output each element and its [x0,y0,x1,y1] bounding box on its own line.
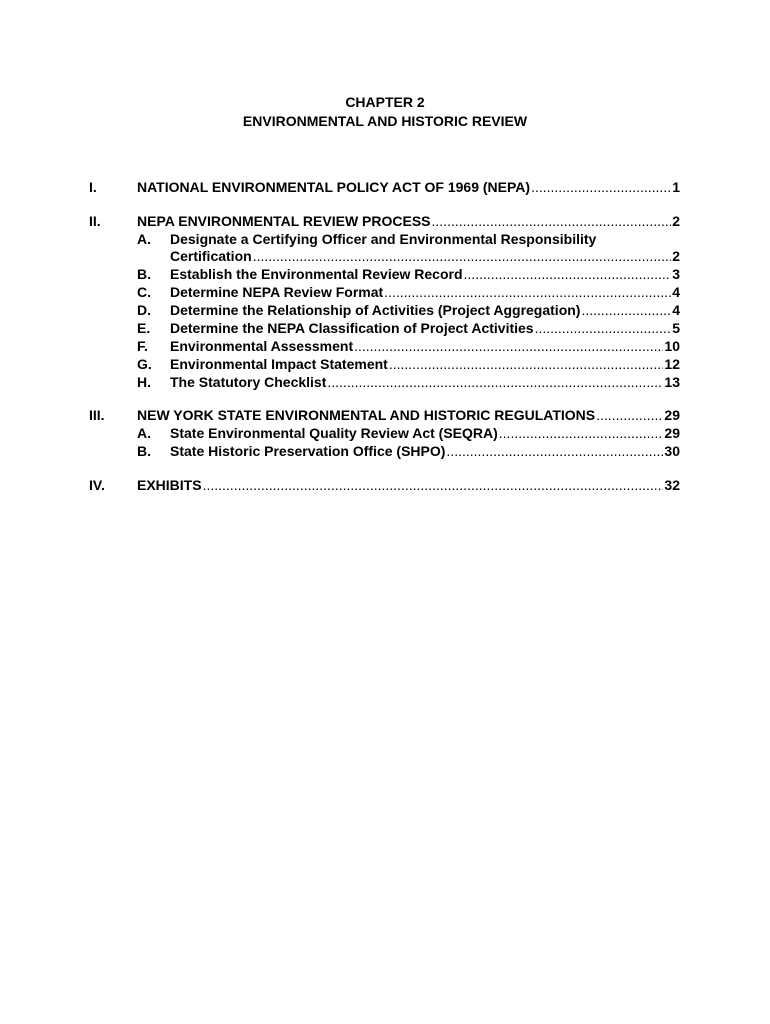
page-number: 1 [672,179,680,195]
item-letter: A. [137,425,151,441]
chapter-title: ENVIRONMENTAL AND HISTORIC REVIEW [242,113,528,129]
section-number: III. [89,407,105,423]
item-title: State Environmental Quality Review Act (SEQRA) [170,425,498,441]
item-title: Environmental Impact Statement [170,356,388,372]
toc-item-3b[interactable] [0,442,770,460]
dot-leader [354,337,663,355]
dot-leader [499,424,664,442]
item-letter: E. [137,320,151,336]
toc-section-1[interactable] [0,178,770,196]
item-title: Certification [170,248,252,264]
section-title: NATIONAL ENVIRONMENTAL POLICY ACT OF 1969 (NEPA) [137,179,531,195]
page-number: 30 [664,443,680,459]
item-letter: B. [137,266,151,282]
page-number: 32 [664,477,680,493]
item-title: Determine the NEPA Classification of Project Activities [170,320,534,336]
section-number: IV. [89,477,105,493]
page-number: 29 [664,425,680,441]
dot-leader [203,476,664,494]
page-number: 29 [664,407,680,423]
toc-item-2f[interactable] [0,337,770,355]
toc-section-2[interactable] [0,212,770,230]
dot-leader [253,247,672,265]
dot-leader [384,283,671,301]
page-number: 13 [664,374,680,390]
dot-leader [596,406,663,424]
item-title: Designate a Certifying Officer and Environmental Responsibility [170,231,597,247]
toc-section-3[interactable] [0,406,770,424]
item-title: Establish the Environmental Review Record [170,266,463,282]
page-number: 2 [672,213,680,229]
item-letter: H. [137,374,151,390]
toc-entry [170,424,680,442]
section-title: NEPA ENVIRONMENTAL REVIEW PROCESS [137,213,431,229]
item-letter: B. [137,443,151,459]
toc-section-4[interactable] [0,476,770,494]
toc-entry [170,442,680,460]
toc-item-2g[interactable] [0,355,770,373]
toc-entry [170,319,680,337]
toc-entry [137,212,680,230]
section-title: EXHIBITS [137,477,202,493]
dot-leader [464,265,672,283]
page-number: 12 [664,356,680,372]
toc-entry [137,476,680,494]
page-number: 2 [672,248,680,264]
toc-entry [170,247,680,265]
toc-item-2a-line1[interactable] [0,230,770,248]
dot-leader [327,373,663,391]
toc-entry [137,406,680,424]
toc-entry [170,337,680,355]
item-letter: F. [137,338,148,354]
item-title: Determine NEPA Review Format [170,284,384,300]
toc-item-2c[interactable] [0,283,770,301]
page-number: 10 [664,338,680,354]
dot-leader [432,212,672,230]
item-letter: D. [137,302,151,318]
section-number: I. [89,179,97,195]
toc-item-2h[interactable] [0,373,770,391]
toc-item-2a-line2[interactable] [0,247,770,265]
section-number: II. [89,213,101,229]
dot-leader [535,319,672,337]
toc-entry [170,283,680,301]
page-number: 4 [672,302,680,318]
toc-entry [170,301,680,319]
toc-entry [137,178,680,196]
chapter-label: CHAPTER 2 [345,94,425,110]
toc-item-2e[interactable] [0,319,770,337]
toc-item-2b[interactable] [0,265,770,283]
item-title: State Historic Preservation Office (SHPO) [170,443,446,459]
toc-item-2d[interactable] [0,301,770,319]
toc-entry [170,265,680,283]
dot-leader [389,355,664,373]
dot-leader [531,178,671,196]
dot-leader [581,301,671,319]
item-title: Determine the Relationship of Activities (Project Aggregation) [170,302,581,318]
page-number: 5 [672,320,680,336]
dot-leader [446,442,663,460]
item-letter: C. [137,284,151,300]
page-number: 4 [672,284,680,300]
section-title: NEW YORK STATE ENVIRONMENTAL AND HISTORIC REGULATIONS [137,407,596,423]
toc-item-3a[interactable] [0,424,770,442]
item-letter: G. [137,356,152,372]
toc-entry [170,355,680,373]
page-number: 3 [672,266,680,282]
toc-entry [170,373,680,391]
item-title: The Statutory Checklist [170,374,327,390]
item-letter: A. [137,231,151,247]
item-title: Environmental Assessment [170,338,354,354]
